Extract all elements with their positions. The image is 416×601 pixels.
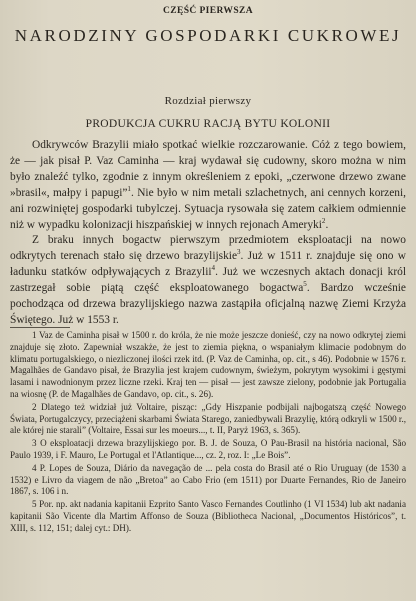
- footnote-2: 2 Dlatego też widział już Voltaire, pisząc: „Gdy Hiszpanie podbijali najbogatszą część Nowego Świata, Portugalczycy, przeciążeni skarbami Świata Starego, zaniedbywali Brazylię, którą odkryli w 1500 r., ale której nie starali” (Voltaire, Essai sur les moeurs..., t. II, Paryż 1963, s. 365).: [10, 401, 406, 436]
- paragraph-1-text-a: Odkrywców Brazylii miało spotkać wielkie rozczarowanie. Cóż z tego bowiem, że — jak pisał P. Vaz Caminha — kraj wydawał się cudowny, skoro można w nim było znaleźć tylko, zgodnie z innym określeniem z epoki, „czerwone drzewo zwane »brasil«, małpy i papugi”: [10, 139, 406, 199]
- section-label: Rozdział pierwszy: [164, 95, 252, 107]
- footnote-divider: [10, 327, 70, 328]
- paragraph-2-text-c: . Już we wczesnych aktach donacji król zastrzegał sobie piątą część eksploatowanego bogactwa: [10, 266, 406, 295]
- paragraph-2-text-b: . Już w 1511 r. znajduje się ono w ładunku statków odpływających z Brazylii: [10, 250, 406, 279]
- footnote-5: 5 Por. np. akt nadania kapitanii Ezprito Santo Vasco Fernandes Coutlinho (1 VI 1534) lub akt nadania kapitanii São Vicente dla Martim Affonso de Souza (Bibliotheca Nacional, „Documentos Históricos”, t. XIII, s. 112, 151; dalej cyt.: DH).: [10, 499, 406, 533]
- paragraph-2-text-d: . Bardzo wcześnie pochodząca od drzewa brazylijskiego nazwa zastąpiła oficjalną nazwę Ziemi Krzyża Świętego. Już w 1553 r.: [10, 282, 406, 326]
- footnote-4: 4 P. Lopes de Souza, Diário da navegação de ... pela costa do Brasil até o Rio Uruguay (de 1530 a 1532) e Livro da viagem de não „Bretoa” ao Cabo Frio (em 1511) por Duarte Fernandes, Rio de Janeiro 1867, s. 106 i n.: [10, 462, 406, 497]
- paragraph-1-text-c: .: [325, 218, 329, 231]
- chapter-title: NARODZINY GOSPODARKI CUKROWEJ: [14, 26, 402, 45]
- footnotes: [10, 330, 406, 536]
- footnote-ref-4: 4: [211, 264, 216, 273]
- footnote-ref-1: 1: [127, 184, 131, 193]
- footnote-3: 3 O eksploatacji drzewa brazylijskiego por. B. J. de Souza, O Pau-Brasil na história nacional, São Paulo 1939, i F. Mauro, Le Portugal et l'Atlantique..., cz. 2, roz. I: „Le Bois”.: [10, 438, 406, 460]
- part-heading: CZĘŚĆ PIERWSZA: [163, 6, 253, 16]
- paragraph-2: [10, 233, 406, 328]
- section-title: PRODUKCJA CUKRU RACJĄ BYTU KOLONII: [85, 118, 331, 130]
- footnote-1: 1 Vaz de Caminha pisał w 1500 r. do króla, że nie może jeszcze donieść, czy na nowo odkrytej ziemi znajduje się złoto. Zapewniał wszakże, że jest to ziemia piękna, o wspaniałym klimacie podobnym do klimatu portugalskiego, o niezliczonej ilości rzek itd. (P. Vaz de Caminha, op. cit., s 46). Podobnie w 1576 r. Magalhães de Gandavo pisał, że Brazylia jest krajem cudownym, świeżym, pokrytym wysokimi i gęstymi lasami i nawodnionym przez liczne rzeki. Kraj ten — pisał — jest zawsze zielony, podobnie jak Portugalia na wiosnę (P. de Magalhães de Gandavo, op. cit., s. 26).: [10, 330, 406, 399]
- footnote-ref-5: 5: [303, 280, 307, 289]
- main-text: [10, 138, 406, 329]
- footnote-ref-2: 2: [321, 216, 326, 225]
- paragraph-1: [10, 138, 406, 233]
- footnote-ref-3: 3: [237, 248, 241, 257]
- paragraph-2-text-a: Z braku innych bogactw pierwszym przedmiotem eksploatacji na nowo odkrytych terenach stało się drzewo brazylijskie: [10, 234, 406, 263]
- paragraph-1-text-b: . Nie było w nim metali szlachetnych, ani cennych korzeni, ani rozwiniętej gospodarki tubylczej. Sytuacja rysowała się zatem całkiem odmiennie niż w wypadku kolonizacji hiszpańskiej w innych rejonach Ameryki: [10, 186, 406, 231]
